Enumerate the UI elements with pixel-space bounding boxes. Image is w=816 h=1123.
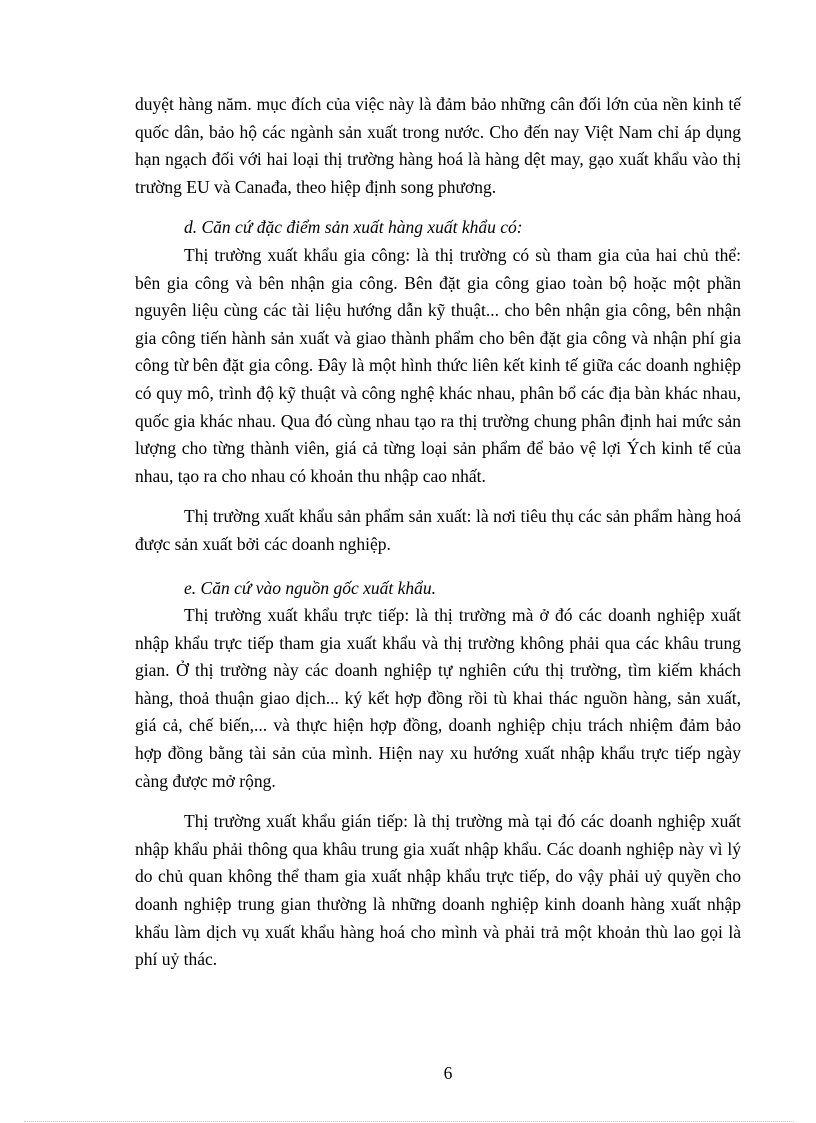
paragraph-indirect-export-market: Thị trường xuất khẩu gián tiếp: là thị trường mà tại đó các doanh nghiệp xuất nhập khẩu phải thông qua khâu trung gia xuất nhập khẩu. Các doanh nghiệp này vì lý do chủ quan không thể tham gia xuất nhập khẩu trực tiếp, do vậy phải uỷ quyền cho doanh nghiệp trung gian thường là những doanh nghiệp kinh doanh hàng xuất nhập khẩu làm dịch vụ xuất khẩu hàng hoá cho mình và phải trả một khoản thù lao gọi là phí uỷ thác. <box>135 811 741 970</box>
page-number: 6 <box>443 1063 453 1083</box>
text-body <box>135 91 741 974</box>
paragraph-gap <box>135 795 741 808</box>
heading-origin-basis: e. Căn cứ vào nguồn gốc xuất khẩu. <box>184 577 437 598</box>
heading-production-basis: d. Căn cứ đặc điểm sản xuất hàng xuất khẩu có: <box>184 217 523 238</box>
paragraph-direct-export-market: Thị trường xuất khẩu trực tiếp: là thị trường mà ở đó các doanh nghiệp xuất nhập khẩu trực tiếp tham gia xuất khẩu và thị trường không phải qua các khâu trung gian. Ở thị trường này các doanh nghiệp tự nghiên cứu thị trường, tìm kiếm khách hàng, thoả thuận giao dịch... ký kết hợp đồng rồi tù khai thác nguồn hàng, sản xuất, giá cả, chế biến,... và thực hiện hợp đồng, doanh nghiệp chịu trách nhiệm đảm bảo hợp đồng bằng tài sản của mình. Hiện nay xu hướng xuất nhập khẩu trực tiếp ngày càng được mở rộng. <box>135 605 741 791</box>
paragraph-gap <box>135 559 741 575</box>
paragraph-gap <box>135 490 741 503</box>
paragraph-product-market: Thị trường xuất khẩu sản phẩm sản xuất: là nơi tiêu thụ các sản phẩm hàng hoá được sản xuất bởi các doanh nghiệp. <box>135 506 741 554</box>
paragraph-gap <box>135 201 741 214</box>
page-bottom-divider <box>24 1121 794 1122</box>
paragraph-processing-market: Thị trường xuất khẩu gia công: là thị trường có sù tham gia của hai chủ thể: bên gia công và bên nhận gia công. Bên đặt gia công giao toàn bộ hoặc một phần nguyên liệu cùng các tài liệu hướng dẫn kỹ thuật... cho bên nhận gia công, bên nhận gia công tiến hành sản xuất và giao thành phẩm cho bên đặt gia công và nhận phí gia công từ bên đặt gia công. Đây là một hình thức liên kết kinh tế giữa các doanh nghiệp có quy mô, trình độ kỹ thuật và công nghệ khác nhau, phân bổ các địa bàn khác nhau, quốc gia khác nhau. Qua đó cùng nhau tạo ra thị trường chung phân định hai mức sản lượng cho từng thành viên, giá cả từng loại sản phẩm để bảo vệ lợi Ých kinh tế của nhau, tạo ra cho nhau có khoản thu nhập cao nhất. <box>135 244 741 486</box>
paragraph-quota-continuation: duyệt hàng năm. mục đích của việc này là đảm bảo những cân đối lớn của nền kinh tế quốc dân, bảo hộ các ngành sản xuất trong nước. Cho đến nay Việt Nam chỉ áp dụng hạn ngạch đối với hai loại thị trường hàng hoá là hàng dệt may, gạo xuất khẩu vào thị trường EU và Canađa, theo hiệp định song phương. <box>135 94 741 197</box>
